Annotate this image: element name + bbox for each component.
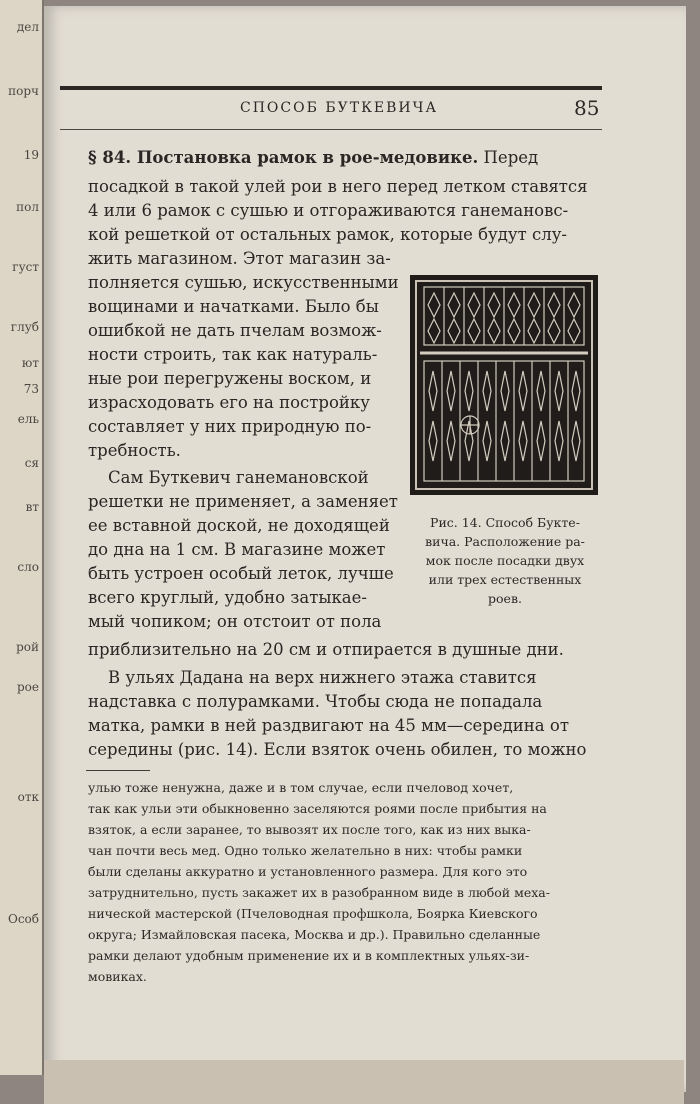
footnote-line: мовиках. bbox=[88, 969, 147, 984]
left-page-fragment: Особ bbox=[7, 912, 39, 926]
left-page-fragment: вт bbox=[25, 500, 39, 514]
body-line: 4 или 6 рамок с сушью и отгораживаются ганемановс- bbox=[88, 201, 569, 220]
body-line: быть устроен особый леток, лучше bbox=[88, 564, 394, 583]
body-line: требность. bbox=[88, 441, 181, 460]
body-line: решетки не применяет, а заменяет bbox=[88, 492, 398, 511]
left-page-fragment: отк bbox=[17, 790, 39, 804]
left-page-fragment: ель bbox=[17, 412, 39, 426]
footnote-rule bbox=[86, 770, 150, 771]
left-page-fragment: дел bbox=[16, 20, 39, 34]
body-line: мый чопиком; он отстоит от пола bbox=[88, 612, 382, 631]
footnote-line: округа; Измайловская пасека, Москва и др.). Правильно сделанные bbox=[88, 927, 541, 942]
footnote-line: затруднительно, пусть закажет их в разобранном виде в любой меха- bbox=[88, 885, 550, 900]
footnote-line: чан почти весь мед. Одно только желательно в них: чтобы рамки bbox=[88, 843, 523, 858]
left-page-fragment: глуб bbox=[10, 320, 39, 334]
frame-arrangement-illustration bbox=[410, 275, 598, 495]
body-line: ности строить, так как натураль- bbox=[88, 345, 378, 364]
footnote-line: так как ульи эти обыкновенно заселяются роями после прибытия на bbox=[88, 801, 547, 816]
left-page-fragment: порч bbox=[8, 84, 39, 98]
body-line: ошибкой не дать пчелам возмож- bbox=[88, 321, 382, 340]
left-page-edge bbox=[0, 0, 44, 1075]
body-line: ные рои перегружены воском, и bbox=[88, 369, 372, 388]
body-line: приблизительно на 20 см и отпирается в душные дни. bbox=[88, 640, 564, 659]
footnote-line: нической мастерской (Пчеловодная профшкола, Боярка Киевского bbox=[88, 906, 538, 921]
body-line: всего круглый, удобно затыкае- bbox=[88, 588, 367, 607]
figure-frame-illustration bbox=[410, 275, 598, 495]
body-line: В ульях Дадана на верх нижнего этажа ставится bbox=[108, 668, 537, 687]
page-bottom-edge bbox=[44, 1060, 684, 1104]
left-page-fragment: сло bbox=[17, 560, 39, 574]
figure-caption-line: роев. bbox=[488, 591, 522, 606]
body-line: матка, рамки в ней раздвигают на 45 мм—середина от bbox=[88, 716, 569, 735]
figure-caption-line: мок после посадки двух bbox=[425, 553, 585, 568]
body-line: кой решеткой от остальных рамок, которые будут слу- bbox=[88, 225, 567, 244]
body-line: середины (рис. 14). Если взяток очень обилен, то можно bbox=[88, 740, 587, 759]
body-line: жить магазином. Этот магазин за- bbox=[88, 249, 391, 268]
section-heading: § 84. Постановка рамок в рое-медовике. bbox=[88, 148, 479, 167]
page-number: 85 bbox=[574, 96, 600, 120]
body-line-text: Перед bbox=[483, 148, 539, 167]
body-line bbox=[88, 146, 598, 170]
figure-caption-line: или трех естественных bbox=[428, 572, 582, 587]
running-header-title: СПОСОБ БУТКЕВИЧА bbox=[240, 100, 439, 116]
left-page-fragment: густ bbox=[12, 260, 39, 274]
figure-caption-line: Рис. 14. Способ Букте- bbox=[430, 515, 580, 530]
body-line: надставка с полурамками. Чтобы сюда не попадала bbox=[88, 692, 543, 711]
body-line: вощинами и начатками. Было бы bbox=[88, 297, 379, 316]
figure-caption-line: вича. Расположение ра- bbox=[425, 534, 585, 549]
left-page-fragment: ют bbox=[21, 356, 39, 370]
left-page-fragment: рое bbox=[16, 680, 39, 694]
left-page-fragment: рой bbox=[16, 640, 39, 654]
footnote-line: улью тоже ненужна, даже и в том случае, если пчеловод хочет, bbox=[88, 780, 514, 795]
left-page-fragment: 19 bbox=[23, 148, 39, 162]
body-line: до дна на 1 см. В магазине может bbox=[88, 540, 386, 559]
body-line: составляет у них природную по- bbox=[88, 417, 372, 436]
body-line: ее вставной доской, не доходящей bbox=[88, 516, 390, 535]
footnote-line: были сделаны аккуратно и установленного размера. Для кого это bbox=[88, 864, 528, 879]
left-page-fragment: 73 bbox=[23, 382, 39, 396]
left-page-fragment: пол bbox=[16, 200, 39, 214]
body-line: полняется сушью, искусственными bbox=[88, 273, 399, 292]
footnote-line: взяток, а если заранее, то вывозят их после того, как из них выка- bbox=[88, 822, 531, 837]
header-rule bbox=[60, 86, 602, 90]
left-page-fragment: ся bbox=[24, 456, 39, 470]
header-thin-rule bbox=[60, 129, 602, 130]
body-line: Сам Буткевич ганемановской bbox=[108, 468, 369, 487]
body-line: израсходовать его на постройку bbox=[88, 393, 370, 412]
body-line: посадкой в такой улей рои в него перед летком ставятся bbox=[88, 177, 588, 196]
footnote-line: рамки делают удобным применение их и в комплектных ульях-зи- bbox=[88, 948, 530, 963]
